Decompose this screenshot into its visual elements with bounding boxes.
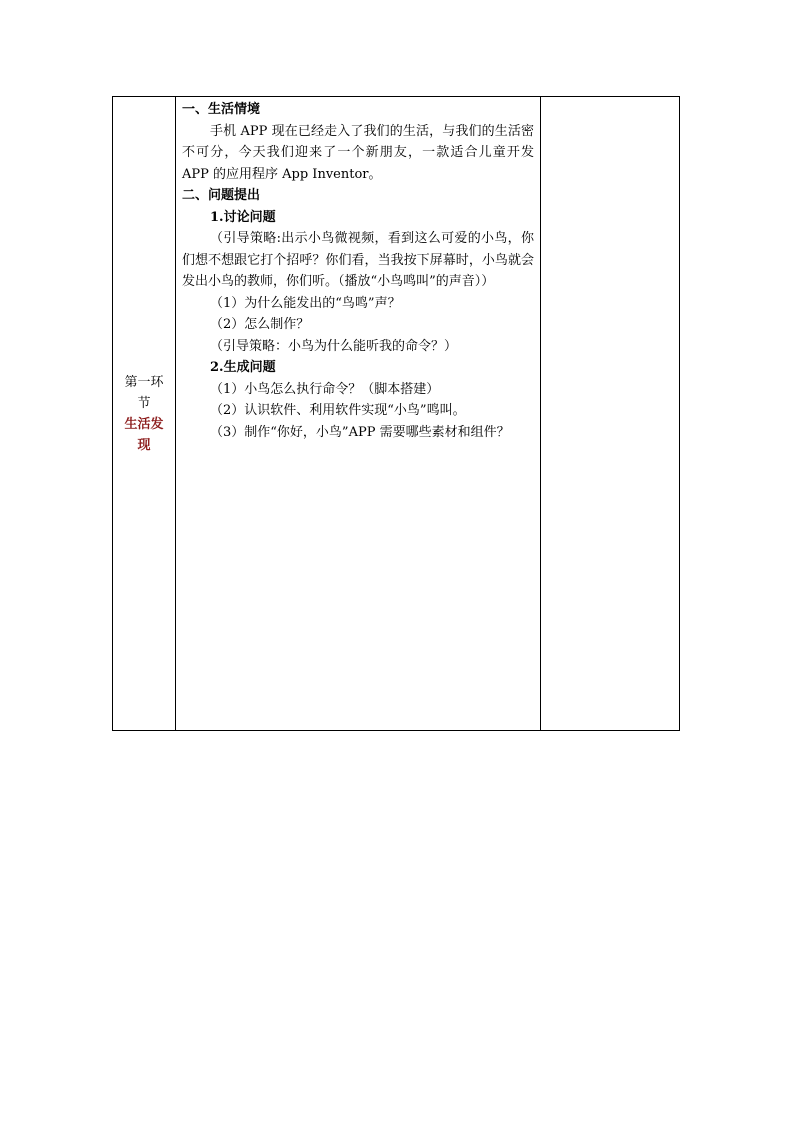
stage-name: 生活发现 xyxy=(124,416,164,453)
stage-number: 第一环节 xyxy=(124,374,164,411)
sub1-item: （1）为什么能发出的“鸟鸣”声？ xyxy=(210,295,401,311)
content-cell xyxy=(176,97,541,730)
lesson-plan-table xyxy=(112,96,680,731)
stage-cell xyxy=(113,97,176,730)
sub1-item: （2）怎么制作？ xyxy=(210,317,310,332)
sub2-heading: 2.生成问题 xyxy=(210,360,276,375)
sub2-item: （2）认识软件、利用软件实现“小鸟”鸣叫。 xyxy=(210,403,466,418)
section2-heading: 二、问题提出 xyxy=(182,188,261,203)
sub2-item: （3）制作“你好，小鸟”APP 需要哪些素材和组件？ xyxy=(210,424,510,440)
sub2-item: （1）小鸟怎么执行命令？（脚本搭建） xyxy=(210,381,440,397)
notes-cell xyxy=(541,97,679,730)
section1-heading: 一、生活情境 xyxy=(182,102,261,117)
section1-paragraph: 手机 APP 现在已经走入了我们的生活，与我们的生活密不可分，今天我们迎来了一个新朋友，一款适合儿童开发 APP 的应用程序 App Inventor。 xyxy=(182,123,534,182)
sub1-item: （引导策略：小鸟为什么能听我的命令？） xyxy=(210,338,458,354)
sub1-heading: 1.讨论问题 xyxy=(210,209,276,225)
stage-label xyxy=(119,372,169,456)
sub1-paragraph: （引导策略:出示小鸟微视频，看到这么可爱的小鸟，你们想不想跟它打个招呼？你们看，当我按下屏幕时，小鸟就会发出小鸟的教师，你们听。（播放“小鸟鸣叫”的声音）） xyxy=(182,231,534,289)
